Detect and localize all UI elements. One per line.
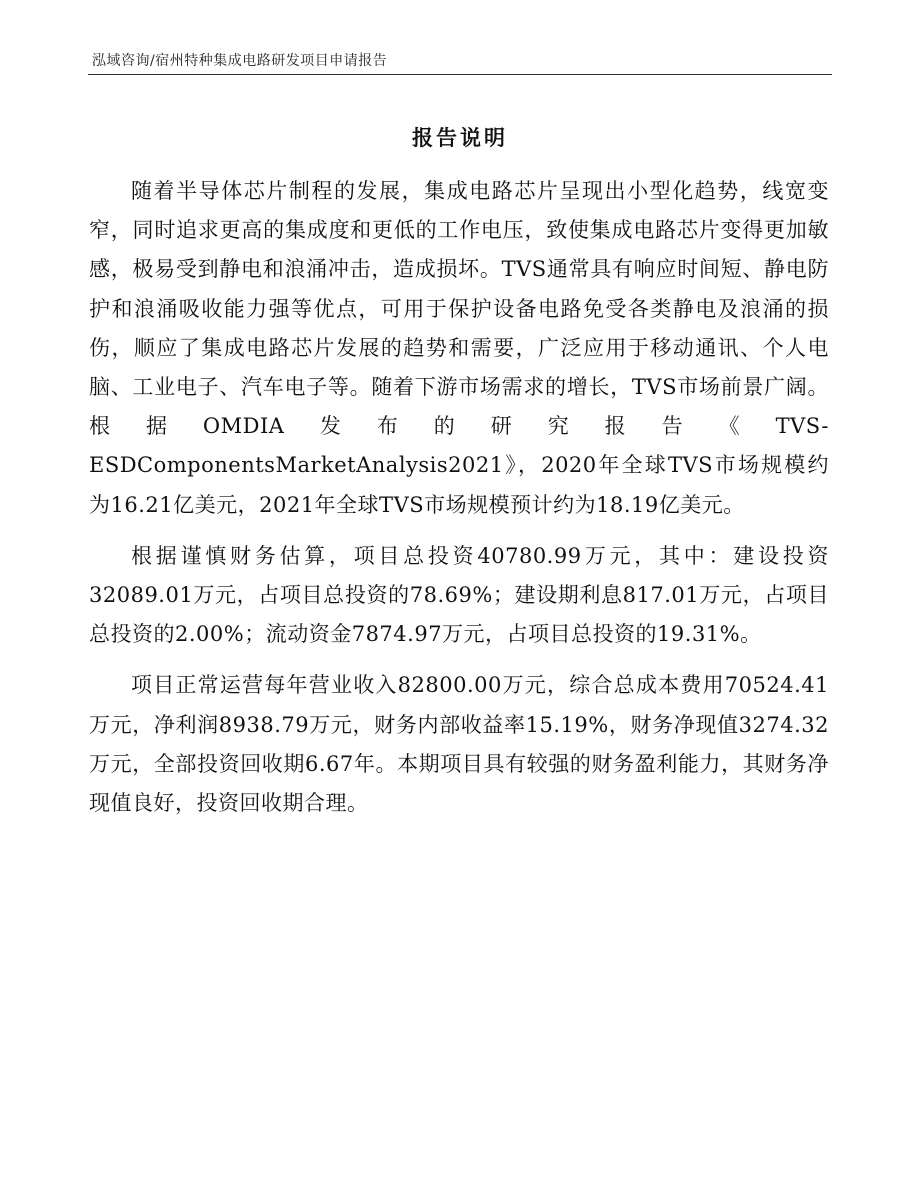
page-header: 泓域咨询/宿州特种集成电路研发项目申请报告 — [92, 53, 388, 69]
paragraph-investment-estimate: 根据谨慎财务估算，项目总投资40780.99万元，其中：建设投资32089.01万元，占项目总投资的78.69%；建设期利息817.01万元，占项目总投资的2.00%；流动资金7874.97万元，占项目总投资的19.31%。 — [89, 543, 829, 647]
paragraph-market-background: 随着半导体芯片制程的发展，集成电路芯片呈现出小型化趋势，线宽变窄，同时追求更高的集成度和更低的工作电压，致使集成电路芯片变得更加敏感，极易受到静电和浪涌冲击，造成损坏。TVS通常具有响应时间短、静电防护和浪涌吸收能力强等优点，可用于保护设备电路免受各类静电及浪涌的损伤，顺应了集成电路芯片发展的趋势和需要，广泛应用于移动通讯、个人电脑、工业电子、汽车电子等。随着下游市场需求的增长，TVS市场前景广阔。根据OMDIA发布的研究报告《TVS-ESDComponentsMarketAnalysis2021》，2020年全球TVS市场规模约为16.21亿美元，2021年全球TVS市场规模预计约为18.19亿美元。 — [89, 179, 829, 517]
header-divider — [88, 74, 832, 75]
section-title: 报告说明 — [412, 125, 508, 150]
report-body — [89, 172, 829, 835]
paragraph-financial-returns: 项目正常运营每年营业收入82800.00万元，综合总成本费用70524.41万元，净利润8938.79万元，财务内部收益率15.19%，财务净现值3274.32万元，全部投资回收期6.67年。本期项目具有较强的财务盈利能力，其财务净现值良好，投资回收期合理。 — [89, 673, 829, 816]
